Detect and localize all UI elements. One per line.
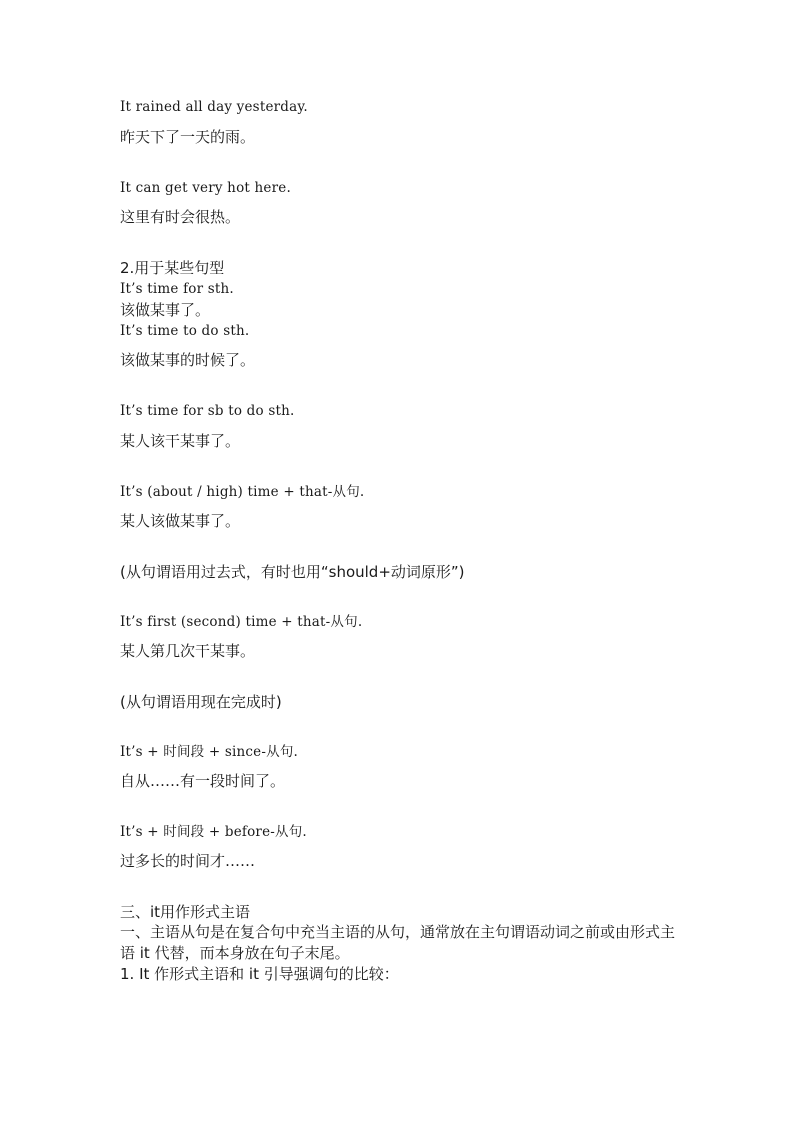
translation: 这里有时会很热。	[120, 208, 241, 226]
translation: 过多长的时间才……	[120, 852, 256, 870]
sentence-pattern: It’s + 时间段 + since-从句.	[120, 744, 299, 760]
section-heading: 三、it用作形式主语	[120, 903, 251, 921]
translation: 该做某事的时候了。	[120, 351, 256, 369]
section-heading: 2.用于某些句型	[120, 259, 225, 277]
paragraph: 一、主语从句是在复合句中充当主语的从句，通常放在主句谓语动词之前或由形式主语 it 代替，而本身放在句子末尾。	[120, 923, 676, 962]
sentence-pattern: It’s first (second) time + that-从句.	[120, 614, 363, 630]
translation: 某人第几次干某事。	[120, 642, 256, 660]
example-sentence: It rained all day yesterday.	[120, 99, 308, 115]
translation: 某人该做某事了。	[120, 512, 241, 530]
sentence-pattern: It’s (about / high) time + that-从句.	[120, 484, 365, 500]
subsection-heading: 1. It 作形式主语和 it 引导强调句的比较：	[120, 965, 399, 983]
translation: 自从……有一段时间了。	[120, 772, 286, 790]
usage-note: (从句谓语用现在完成时)	[120, 693, 282, 711]
translation: 该做某事了。	[120, 301, 211, 319]
sentence-pattern: It’s time for sb to do sth.	[120, 403, 295, 419]
usage-note: (从句谓语用过去式，有时也用“should+动词原形”)	[120, 563, 465, 581]
sentence-pattern: It’s time for sth.	[120, 281, 234, 297]
translation: 某人该干某事了。	[120, 432, 241, 450]
example-sentence: It can get very hot here.	[120, 180, 291, 196]
sentence-pattern: It’s + 时间段 + before-从句.	[120, 824, 307, 840]
sentence-pattern: It’s time to do sth.	[120, 323, 250, 339]
translation: 昨天下了一天的雨。	[120, 128, 256, 146]
